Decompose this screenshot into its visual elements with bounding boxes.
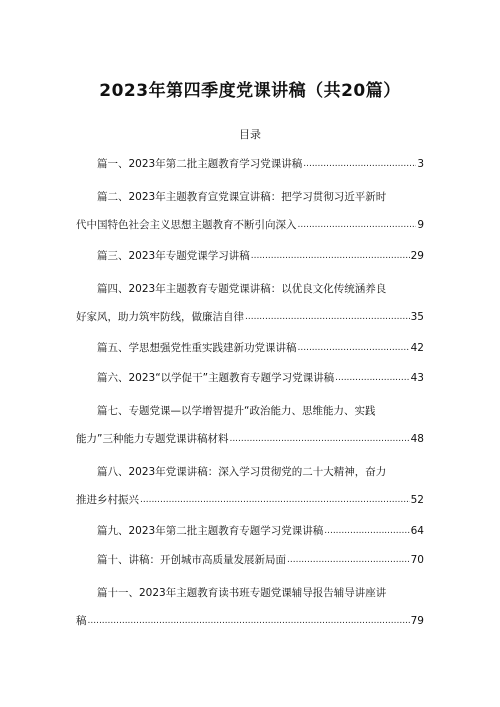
toc-entry[interactable] [97,524,424,538]
toc-leader-dots [298,218,417,232]
toc-entry[interactable] [76,432,424,446]
toc-page-number: 3 [417,158,424,170]
toc-entry-title: 篇十、讲稿：开创城市高质量发展新局面 [97,554,286,566]
toc-leader-dots [251,249,410,263]
toc-leader-dots [140,493,410,507]
toc-page-number: 29 [410,250,424,262]
toc-leader-dots [287,553,410,567]
toc-leader-dots [88,614,410,628]
toc-entry-title-line1[interactable]: 篇二、2023年主题教育宣党课宣讲稿：把学习贯彻习近平新时 [97,191,387,203]
toc-entry[interactable] [97,341,424,355]
toc-entry[interactable] [76,310,424,324]
toc-heading: 目录 [239,128,261,141]
toc-page-number: 43 [410,372,424,384]
toc-page-number: 52 [410,494,424,506]
toc-entry[interactable] [76,614,424,628]
toc-leader-dots [245,310,410,324]
toc-entry-title-line1[interactable]: 篇十一、2023年主题教育读书班专题党课辅导报告辅导讲座讲 [97,587,387,599]
toc-entry-title: 篇一、2023年第二批主题教育学习党课讲稿 [97,158,303,170]
toc-entry[interactable] [76,218,424,232]
toc-entry-title-line1[interactable]: 篇四、2023年主题教育专题党课讲稿：以优良文化传统涵养良 [97,283,387,295]
toc-entry-title: 篇六、2023“以学促干”主题教育专题学习党课讲稿 [97,372,335,384]
toc-page-number: 9 [417,219,424,231]
toc-page-number: 64 [410,525,424,537]
toc-leader-dots [335,371,410,385]
toc-leader-dots [303,157,416,171]
toc-entry[interactable] [97,371,424,385]
toc-entry[interactable] [97,553,424,567]
toc-entry-title-line2: 稿 [76,615,87,627]
toc-leader-dots [298,341,410,355]
toc-entry-title-line2: 好家风，助力筑牢防线，做廉洁自律 [76,311,244,323]
toc-entry[interactable] [76,493,424,507]
toc-page-number: 35 [410,311,424,323]
toc-entry[interactable] [97,249,424,263]
toc-entry-title-line2: 能力”三种能力专题党课讲稿材料 [76,433,229,445]
toc-leader-dots [324,524,409,538]
toc-entry-title: 篇九、2023年第二批主题教育专题学习党课讲稿 [97,525,324,537]
toc-page-number: 70 [410,554,424,566]
document-title: 2023年第四季度党课讲稿（共20篇） [99,81,401,101]
toc-entry-title-line2: 推进乡村振兴 [76,494,139,506]
toc-entry-title: 篇五、学思想强党性重实践建新功党课讲稿 [97,342,297,354]
toc-leader-dots [229,432,409,446]
toc-page-number: 79 [410,615,424,627]
toc-entry-title-line1[interactable]: 篇八、2023年党课讲稿：深入学习贯彻党的二十大精神，奋力 [97,466,387,478]
toc-entry-title: 篇三、2023年专题党课学习讲稿 [97,250,250,262]
toc-page-number: 48 [410,433,424,445]
toc-entry-title-line1[interactable]: 篇七、专题党课—以学增智提升“政治能力、思维能力、实践 [97,405,376,417]
toc-entry[interactable] [97,157,424,171]
toc-entry-title-line2: 代中国特色社会主义思想主题教育不断引向深入 [76,219,297,231]
toc-page-number: 42 [410,342,424,354]
